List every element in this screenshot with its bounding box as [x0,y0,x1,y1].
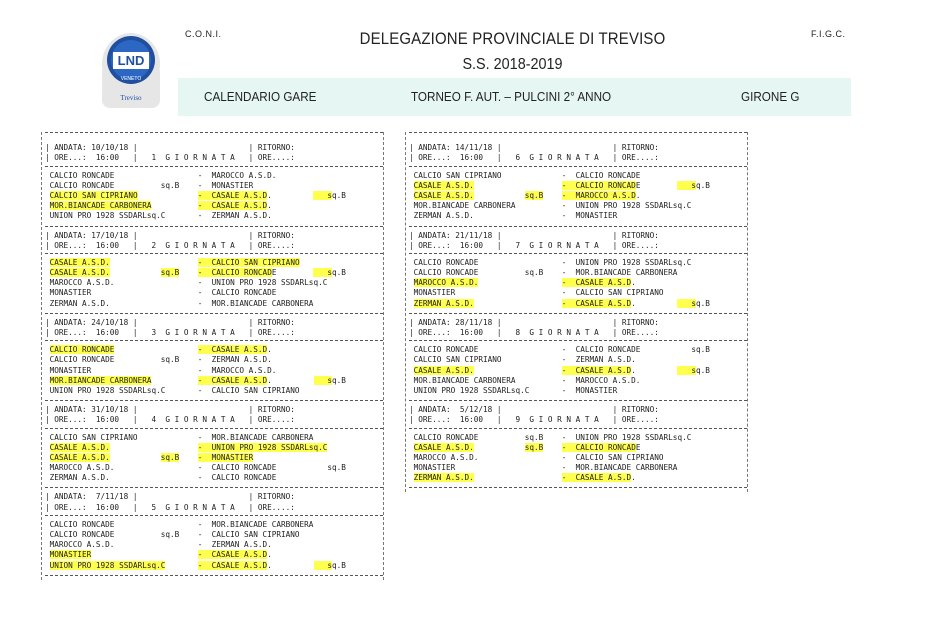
highlighted-team: - CALCIO RONCAD [197,268,272,278]
highlighted-team: CASALE A.S.D. [49,268,110,278]
match-row: MOR.BIANCADE CARBONERA - MAROCCO A.S.D. [409,375,641,385]
giornata-header: | ANDATA: 5/12/18 | | RITORNO: [409,405,659,415]
match-row: ZERMAN A.S.D. - MOR.BIANCADE CARBONERA [45,298,314,308]
giornata-header: | ORE...: 16:00 | 5 G I O R N A T A | ORE....: [45,502,295,512]
schedule-column-left [45,132,383,580]
band-group-label: GIRONE G [741,89,800,104]
giornata-header: | ORE...: 16:00 | 2 G I O R N A T A | ORE....: [45,240,295,250]
highlighted-team: s [677,180,696,190]
highlighted-team: s [313,375,333,385]
match-row: MOR.BIANCADE CARBONERA - CASALE A.S.D. [49,201,272,211]
match-row: MONASTIER - CALCIO SAN CIPRIANO [409,288,664,298]
giornata-block [409,405,747,492]
match-row: CALCIO RONCADE - MOR.BIANCADE CARBONERA [45,519,314,529]
giornata-header: | ANDATA: 21/11/18 | | RITORNO: [409,230,659,240]
highlighted-team: CASALE A.S.D. [49,452,110,462]
match-row: CALCIO RONCADE sq.B - UNION PRO 1928 SSDARLsq.C [409,432,692,442]
highlighted-team: - CASALE A.S.D [197,375,268,385]
match-row: MOR.BIANCADE CARBONERA - CASALE A.S.D. sq.B [49,375,346,385]
svg-text:Treviso: Treviso [120,94,142,102]
giornata-header: | ORE...: 16:00 | 4 G I O R N A T A | ORE....: [45,415,295,425]
match-row [45,453,383,463]
match-row: MAROCCO A.S.D. - CASALE A.S.D. [413,278,636,288]
match-row: CASALE A.S.D. - CASALE A.S.D. sq.B [413,365,710,375]
highlighted-team: - CASALE A.S.D [197,560,268,570]
match-row: UNION PRO 1928 SSDARLsq.C - CASALE A.S.D. sq.B [49,560,346,570]
match-row: MONASTIER - MOR.BIANCADE CARBONERA [409,463,678,473]
separator-line [409,132,747,143]
highlighted-team: - MONASTIER [197,452,254,462]
giornata-block [409,318,747,405]
match-row: MAROCCO A.S.D. - CALCIO SAN CIPRIANO [409,452,664,462]
match-row: CALCIO SAN CIPRIANO - ZERMAN A.S.D. [409,355,636,365]
info-band [178,78,851,116]
band-calendar-label: CALENDARIO GARE [204,89,317,104]
match-row: MAROCCO A.S.D. - UNION PRO 1928 SSDARLsq.C [45,278,328,288]
coni-label: C.O.N.I. [185,29,222,39]
separator-line [409,487,747,492]
highlighted-team: CASALE A.S.D. [49,257,110,267]
highlighted-team: sq.B [160,268,180,278]
giornata-header: | ORE...: 16:00 | 7 G I O R N A T A | ORE....: [409,240,659,250]
match-row: MONASTIER - MAROCCO A.S.D. [45,365,277,375]
highlighted-team: MONASTIER [49,550,92,560]
match-row: MOR.BIANCADE CARBONERA - UNION PRO 1928 SSDARLsq.C [409,201,692,211]
highlighted-team: CALCIO SAN CIPRIANO [49,190,138,200]
giornata-block [409,143,747,230]
highlighted-team: - CALCIO RONCAD [561,180,636,190]
highlighted-team: - CASALE A.S.D [197,201,268,211]
highlighted-team: s [677,365,696,375]
highlighted-team: CASALE A.S.D. [413,365,474,375]
giornata-block [45,318,383,405]
separator-line [45,575,383,580]
match-row: CASALE A.S.D. sq.B - CALCIO RONCADE sq.B [49,268,346,278]
giornata-header: | ORE...: 16:00 | 8 G I O R N A T A | ORE....: [409,328,659,337]
highlighted-team: ZERMAN A.S.D. [413,298,474,308]
svg-text:LND: LND [117,53,145,68]
border-line [383,132,384,580]
match-row: CALCIO RONCADE sq.B - ZERMAN A.S.D. [45,355,272,365]
match-row: CALCIO RONCADE sq.B - MOR.BIANCADE CARBONERA [409,268,678,278]
giornata-header: | ANDATA: 17/10/18 | | RITORNO: [45,230,295,240]
match-row: UNION PRO 1928 SSDARLsq.C - ZERMAN A.S.D. [45,211,272,221]
match-row: ZERMAN A.S.D. - MONASTIER [409,211,618,221]
highlighted-team: s [677,298,696,308]
highlighted-team: s [313,560,333,570]
figc-label: F.I.G.C. [811,29,846,39]
giornata-header: | ANDATA: 7/11/18 | | RITORNO: [45,492,295,502]
highlighted-team: - CALCIO RONCAD [561,442,636,452]
giornata-header: | ORE...: 16:00 | 9 G I O R N A T A | ORE....: [409,415,659,425]
highlighted-team: sq.B [524,190,544,200]
highlighted-team: sq.B [160,452,180,462]
border-line [41,132,42,580]
highlighted-team: - CASALE A.S.D [561,473,632,483]
match-row: MAROCCO A.S.D. - CALCIO RONCADE sq.B [45,463,346,473]
highlighted-team: - CASALE A.S.D [197,345,268,355]
highlighted-team: MAROCCO A.S.D. [413,278,479,288]
match-row: UNION PRO 1928 SSDARLsq.C - MONASTIER [409,385,618,395]
giornata-header: | ANDATA: 24/10/18 | | RITORNO: [45,317,295,327]
separator-line [45,132,383,143]
highlighted-team: CASALE A.S.D. [413,180,474,190]
highlighted-team: - MAROCCO A.S.D [561,190,636,200]
highlighted-team: - CASALE A.S.D [197,190,268,200]
highlighted-team: CASALE A.S.D. [413,190,474,200]
giornata-block [409,231,747,318]
match-row: CASALE A.S.D. sq.B - MAROCCO A.S.D. [413,190,641,200]
match-row: CALCIO RONCADE - UNION PRO 1928 SSDARLsq.C [409,257,692,267]
highlighted-team: - UNION PRO 1928 SSDARLsq.C [197,442,328,452]
highlighted-team: s [313,268,332,278]
highlighted-team: MOR.BIANCADE CARBONERA [49,201,152,211]
match-row: CALCIO RONCADE - CALCIO RONCADE sq.B [409,345,710,355]
giornata-header: | ORE...: 16:00 | 6 G I O R N A T A | ORE....: [409,153,659,163]
match-row: CASALE A.S.D. - CALCIO RONCADE sq.B [413,180,710,190]
band-tournament-label: TORNEO F. AUT. – PULCINI 2° ANNO [411,89,612,104]
match-row [45,443,383,453]
giornata-header: | ORE...: 16:00 | 3 G I O R N A T A | ORE....: [45,328,295,337]
match-row: ZERMAN A.S.D. - CASALE A.S.D. sq.B [413,298,710,308]
highlighted-team: - CASALE A.S.D [561,278,632,288]
highlighted-team: - CASALE A.S.D [561,298,632,308]
match-row [45,258,383,268]
giornata-header: | ORE...: 16:00 | 1 G I O R N A T A | ORE....: [45,153,295,163]
highlighted-team: sq.B [524,442,544,452]
match-row: UNION PRO 1928 SSDARLsq.C - CALCIO SAN CIPRIANO [45,385,300,395]
highlighted-team: MOR.BIANCADE CARBONERA [49,375,152,385]
season-label: S.S. 2018-2019 [462,56,563,73]
highlighted-team: CASALE A.S.D. [49,442,110,452]
giornata-block [45,143,383,230]
match-row: ZERMAN A.S.D. - CASALE A.S.D. [413,473,636,483]
highlighted-team: CASALE A.S.D. [413,442,474,452]
match-row: CALCIO SAN CIPRIANO - MOR.BIANCADE CARBONERA [45,432,314,442]
border-line [405,132,406,492]
match-row: MONASTIER - CASALE A.S.D. [49,550,272,560]
lnd-logo [100,30,162,112]
highlighted-team: UNION PRO 1928 SSDARLsq.C [49,560,166,570]
match-row: MAROCCO A.S.D. - ZERMAN A.S.D. [45,540,272,550]
highlighted-team: ZERMAN A.S.D. [413,473,474,483]
match-row: CALCIO RONCADE - CASALE A.S.D. [49,345,272,355]
page-title: DELEGAZIONE PROVINCIALE DI TREVISO [359,29,666,48]
giornata-header: | ANDATA: 14/11/18 | | RITORNO: [409,143,659,153]
svg-text:VENETO: VENETO [120,76,142,82]
border-line [747,132,748,492]
match-row: CASALE A.S.D. sq.B - CALCIO RONCADE [413,442,641,452]
giornata-block [45,231,383,318]
match-row: CALCIO SAN CIPRIANO - CALCIO RONCADE [409,170,641,180]
giornata-block [45,405,383,492]
match-row: CALCIO RONCADE sq.B - CALCIO SAN CIPRIANO [45,530,300,539]
giornata-block [45,492,383,579]
schedule-column-right [409,132,747,492]
highlighted-team: - CASALE A.S.D [197,550,268,560]
match-row: CALCIO SAN CIPRIANO - CASALE A.S.D. sq.B [49,190,346,200]
highlighted-team: - CASALE A.S.D [561,365,632,375]
match-row: CALCIO RONCADE sq.B - MONASTIER [45,180,254,190]
giornata-header: | ANDATA: 28/11/18 | | RITORNO: [409,317,659,327]
giornata-header: | ANDATA: 31/10/18 | | RITORNO: [45,405,295,415]
highlighted-team: - CALCIO SAN CIPRIANO [197,257,300,267]
match-row: CALCIO RONCADE - MAROCCO A.S.D. [45,170,277,180]
highlighted-team: s [313,190,332,200]
giornata-header: | ANDATA: 10/10/18 | | RITORNO: [45,143,295,153]
highlighted-team: CALCIO RONCADE [49,345,115,355]
match-row: ZERMAN A.S.D. - CALCIO RONCADE [45,473,277,483]
match-row: MONASTIER - CALCIO RONCADE [45,288,277,298]
